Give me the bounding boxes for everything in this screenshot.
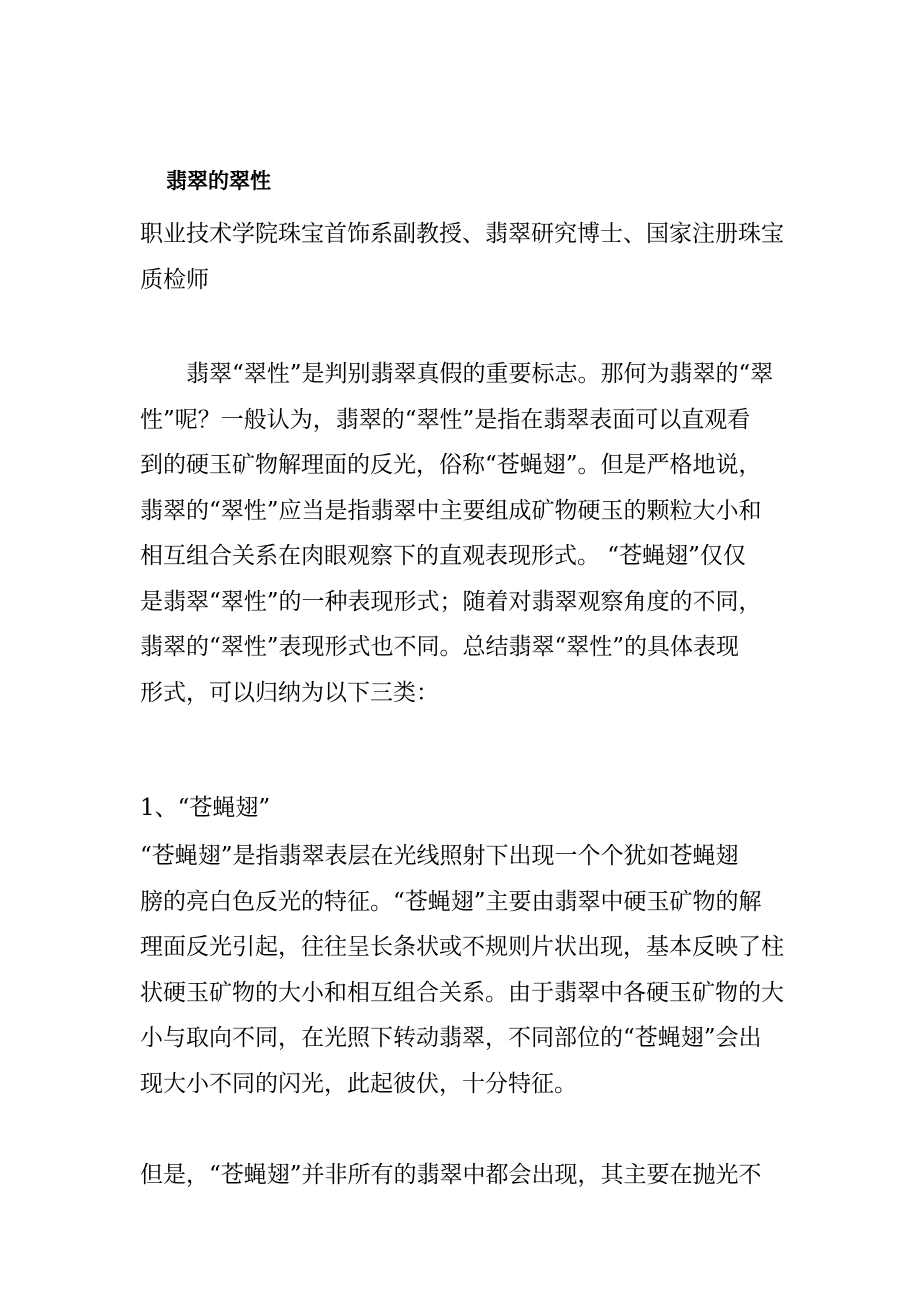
author-line: 职业技术学院珠宝首饰系副教授、翡翠研究博士、国家注册珠宝: [140, 221, 784, 247]
author-affiliation: [140, 212, 786, 303]
paragraph-line: 状硬玉矿物的大小和相互组合关系。由于翡翠中各硬玉矿物的大: [140, 979, 784, 1006]
paragraph-line: 小与取向不同，在光照下转动翡翠，不同部位的“苍蝇翅”会出: [140, 1025, 762, 1051]
paragraph-line: 翡翠“翠性”是判别翡翠真假的重要标志。那何为翡翠的“翠: [186, 361, 774, 387]
paragraph-line: 翡翠的“翠性”应当是指翡翠中主要组成矿物硬玉的颗粒大小和: [140, 497, 762, 524]
document-title: 翡翠的翠性: [166, 169, 271, 193]
paragraph-line: 膀的亮白色反光的特征。“苍蝇翅”主要由翡翠中硬玉矿物的解: [140, 888, 762, 915]
paragraph-line: 形式，可以归纳为以下三类：: [140, 679, 439, 706]
continuation-paragraph: [140, 1153, 786, 1199]
paragraph-line: 相互组合关系在肉眼观察下的直观表现形式。 “苍蝇翅”仅仅: [140, 543, 746, 569]
paragraph-line: 现大小不同的闪光，此起彼伏，十分特征。: [140, 1070, 577, 1097]
paragraph-line: 但是，“苍蝇翅”并非所有的翡翠中都会出现，其主要在抛光不: [140, 1162, 762, 1188]
paragraph-line: 性”呢？一般认为，翡翠的“翠性”是指在翡翠表面可以直观看: [140, 406, 751, 433]
section-heading: 1、“苍蝇翅”: [140, 795, 271, 821]
paragraph-line: 到的硬玉矿物解理面的反光，俗称“苍蝇翅”。但是严格地说，: [140, 452, 762, 478]
author-line: 质检师: [140, 266, 209, 293]
paragraph-line: 理面反光引起，往往呈长条状或不规则片状出现，基本反映了柱: [140, 934, 784, 960]
paragraph-line: 是翡翠“翠性”的一种表现形式；随着对翡翠观察角度的不同，: [140, 588, 762, 615]
intro-paragraph: [140, 352, 786, 716]
section-paragraph: [140, 834, 786, 1107]
paragraph-line: 翡翠的“翠性”表现形式也不同。总结翡翠“翠性”的具体表现: [140, 634, 740, 660]
paragraph-line: “苍蝇翅”是指翡翠表层在光线照射下出现一个个犹如苍蝇翅: [140, 843, 739, 869]
